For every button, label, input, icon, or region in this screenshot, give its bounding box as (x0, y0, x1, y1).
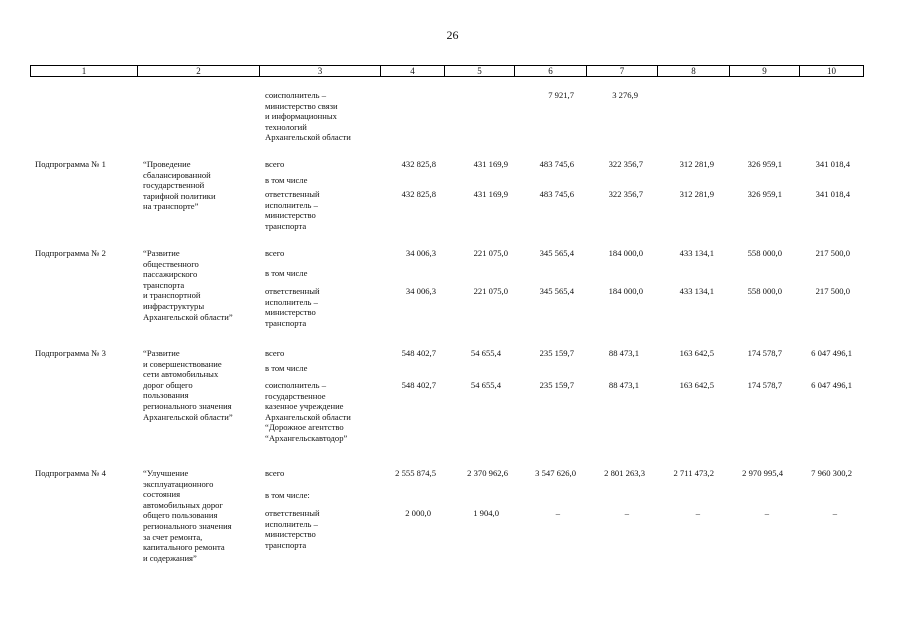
column-header: 7 (587, 66, 658, 76)
value-cell: 483 745,6 (539, 189, 574, 199)
value-cell: 2 801 263,3 (604, 468, 645, 478)
executor-cell: в том числе: (265, 490, 310, 500)
value-cell: – (624, 508, 629, 518)
value-cell: 54 655,4 (470, 348, 501, 358)
column-header: 2 (138, 66, 260, 76)
executor-cell: в том числе (265, 363, 308, 373)
value-cell: 163 642,5 (679, 380, 714, 390)
executor-cell: всего (265, 248, 285, 258)
value-cell: 322 356,7 (608, 159, 643, 169)
value-cell: 34 006,3 (405, 248, 436, 258)
column-header: 3 (260, 66, 381, 76)
value-cell: 221 075,0 (473, 248, 508, 258)
value-cell: 432 825,8 (401, 159, 436, 169)
value-cell: 433 134,1 (679, 248, 714, 258)
value-cell: 483 745,6 (539, 159, 574, 169)
value-cell: 221 075,0 (473, 286, 508, 296)
value-cell: 345 565,4 (539, 286, 574, 296)
value-cell: 548 402,7 (401, 348, 436, 358)
value-cell: – (695, 508, 700, 518)
column-header: 4 (381, 66, 445, 76)
value-cell: 34 006,3 (405, 286, 436, 296)
value-cell: 558 000,0 (747, 248, 782, 258)
value-cell: 341 018,4 (815, 189, 850, 199)
value-cell: 345 565,4 (539, 248, 574, 258)
value-cell: – (555, 508, 560, 518)
table-header-row (30, 65, 864, 77)
value-cell: 174 578,7 (747, 348, 782, 358)
column-header: 10 (827, 66, 836, 76)
value-cell: – (764, 508, 769, 518)
subprogram-label: Подпрограмма № 4 (35, 468, 106, 478)
column-header: 9 (730, 66, 800, 76)
subprogram-name: “Улучшение эксплуатационного состояния автомобильных дорог общего пользования регионального значения за счет ремонта, капитального ремонта и содержания” (143, 468, 232, 563)
column-header: 5 (445, 66, 515, 76)
value-cell: 312 281,9 (679, 159, 714, 169)
value-cell: 54 655,4 (470, 380, 501, 390)
column-header: 1 (31, 66, 138, 76)
value-cell: 312 281,9 (679, 189, 714, 199)
value-cell: 6 047 496,1 (811, 348, 852, 358)
subprogram-label: Подпрограмма № 1 (35, 159, 106, 169)
value-cell: 558 000,0 (747, 286, 782, 296)
value-cell: 217 500,0 (815, 286, 850, 296)
executor-cell: всего (265, 159, 285, 169)
value-cell: 431 169,9 (473, 159, 508, 169)
executor-cell: ответственный исполнитель – министерство транспорта (265, 189, 320, 231)
value-cell: 2 370 962,6 (467, 468, 508, 478)
value-cell: 88 473,1 (608, 348, 639, 358)
value-cell: 217 500,0 (815, 248, 850, 258)
executor-cell: соисполнитель – министерство связи и информационных технологий Архангельской области (265, 90, 351, 143)
column-header: 8 (658, 66, 730, 76)
subprogram-name: “Развитие и совершенствование сети автомобильных дорог общего пользования регионального значения Архангельской области” (143, 348, 233, 422)
executor-cell: всего (265, 468, 285, 478)
executor-cell: соисполнитель – государственное казенное учреждение Архангельской области “Дорожное агентство “Архангельскавтодор” (265, 380, 351, 443)
value-cell: – (832, 508, 837, 518)
executor-cell: в том числе (265, 268, 308, 278)
value-cell: 2 711 473,2 (673, 468, 714, 478)
value-cell: 322 356,7 (608, 189, 643, 199)
value-cell: 326 959,1 (747, 159, 782, 169)
value-cell: 235 159,7 (539, 348, 574, 358)
subprogram-name: “Развитие общественного пассажирского транспорта и транспортной инфраструктуры Архангельской области” (143, 248, 233, 322)
value-cell: 2 555 874,5 (395, 468, 436, 478)
value-cell: 2 000,0 (405, 508, 431, 518)
executor-cell: ответственный исполнитель – министерство транспорта (265, 508, 320, 550)
value-cell: 431 169,9 (473, 189, 508, 199)
value-cell: 326 959,1 (747, 189, 782, 199)
value-cell: 184 000,0 (608, 248, 643, 258)
subprogram-name: “Проведение сбалансированной государственной тарифной политики на транспорте” (143, 159, 216, 212)
value-cell: 174 578,7 (747, 380, 782, 390)
subprogram-label: Подпрограмма № 3 (35, 348, 106, 358)
page-number: 26 (446, 28, 459, 42)
executor-cell: в том числе (265, 175, 308, 185)
value-cell: 184 000,0 (608, 286, 643, 296)
subprogram-label: Подпрограмма № 2 (35, 248, 106, 258)
value-cell: 88 473,1 (608, 380, 639, 390)
column-header: 6 (515, 66, 587, 76)
value-cell: 7 960 300,2 (811, 468, 852, 478)
value-cell: 163 642,5 (679, 348, 714, 358)
value-cell: 235 159,7 (539, 380, 574, 390)
value-cell: 1 904,0 (473, 508, 499, 518)
executor-cell: всего (265, 348, 285, 358)
value-cell: 433 134,1 (679, 286, 714, 296)
value-cell: 432 825,8 (401, 189, 436, 199)
value-cell: 3 547 626,0 (535, 468, 576, 478)
value-cell: 6 047 496,1 (811, 380, 852, 390)
value-cell: 3 276,9 (612, 90, 638, 100)
value-cell: 341 018,4 (815, 159, 850, 169)
executor-cell: ответственный исполнитель – министерство транспорта (265, 286, 320, 328)
value-cell: 7 921,7 (548, 90, 574, 100)
value-cell: 2 970 995,4 (742, 468, 783, 478)
value-cell: 548 402,7 (401, 380, 436, 390)
